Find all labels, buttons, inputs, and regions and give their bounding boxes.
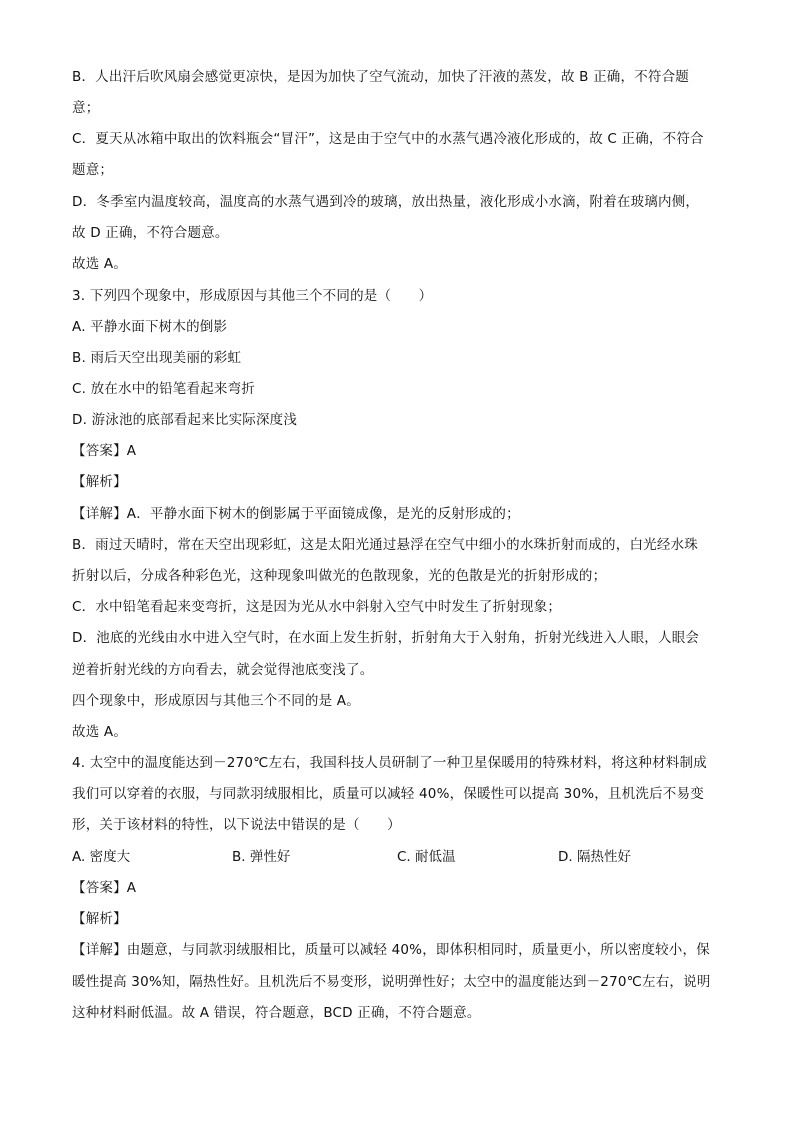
option-a: A. 密度大 [72,849,131,865]
option-b: B. 弹性好 [232,849,291,865]
text-line: 故选 A。 [72,256,128,272]
text-line: D．池底的光线由水中进入空气时，在水面上发生折射，折射角大于入射角，折射光线进入人眼，人眼会 [72,630,700,646]
text-line: 题意； [72,162,114,178]
option-d: D. 隔热性好 [558,849,631,865]
text-line: D. 游泳池的底部看起来比实际深度浅 [72,412,298,428]
text-line: 四个现象中，形成原因与其他三个不同的是 A。 [72,693,360,709]
text-line: 【详解】A．平静水面下树木的倒影属于平面镜成像，是光的反射形成的； [72,506,520,522]
text-line: 折射以后，分成各种彩色光，这种现象叫做光的色散现象，光的色散是光的折射形成的； [72,568,607,584]
text-line: B．雨过天晴时，常在天空出现彩虹，这是太阳光通过悬浮在空气中细小的水珠折射而成的，白光经水珠 [72,537,698,553]
text-line: C．夏天从冰箱中取出的饮料瓶会“冒汗”，这是由于空气中的水蒸气遇冷液化形成的，故 C 正确，不符合 [72,131,704,147]
text-line: 【答案】A [72,880,137,896]
text-line: 暖性提高 30%知，隔热性好。且机洗后不易变形，说明弹性好；太空中的温度能达到－270℃左右，说明 [72,974,711,990]
text-line: 我们可以穿着的衣服，与同款羽绒服相比，质量可以减轻 40%，保暖性可以提高 30%，且机洗后不易变 [72,786,704,802]
text-line: 4. 太空中的温度能达到－270℃左右，我国科技人员研制了一种卫星保暖用的特殊材料，将这种材料制成 [72,755,707,771]
text-line: D．冬季室内温度较高，温度高的水蒸气遇到冷的玻璃，放出热量，液化形成小水滴，附着在玻璃内侧， [72,194,700,210]
text-line: 故 D 正确，不符合题意。 [72,225,229,241]
option-c: C. 耐低温 [397,849,456,865]
text-line: B．人出汗后吹风扇会感觉更凉快，是因为加快了空气流动，加快了汗液的蒸发，故 B 正确，不符合题 [72,69,690,85]
text-line: 【解析】 [72,474,127,490]
text-line: A. 平静水面下树木的倒影 [72,319,228,335]
text-line: 这种材料耐低温。故 A 错误，符合题意，BCD 正确，不符合题意。 [72,1005,481,1021]
text-line: C. 放在水中的铅笔看起来弯折 [72,381,256,397]
text-line: C．水中铅笔看起来变弯折，这是因为光从水中斜射入空气中时发生了折射现象； [72,599,562,615]
text-line: 意； [72,100,100,116]
text-line: 【答案】A [72,443,137,459]
text-line: 【解析】 [72,911,127,927]
text-line: 3. 下列四个现象中，形成原因与其他三个不同的是（ ） [72,288,433,304]
text-line: 【详解】由题意，与同款羽绒服相比，质量可以减轻 40%，即体积相同时，质量更小，所以密度较小，保 [72,942,710,958]
text-line: 形，关于该材料的特性，以下说法中错误的是（ ） [72,817,401,833]
text-line: 逆着折射光线的方向看去，就会觉得池底变浅了。 [72,662,374,678]
text-line: 故选 A。 [72,724,128,740]
text-line: B. 雨后天空出现美丽的彩虹 [72,350,242,366]
